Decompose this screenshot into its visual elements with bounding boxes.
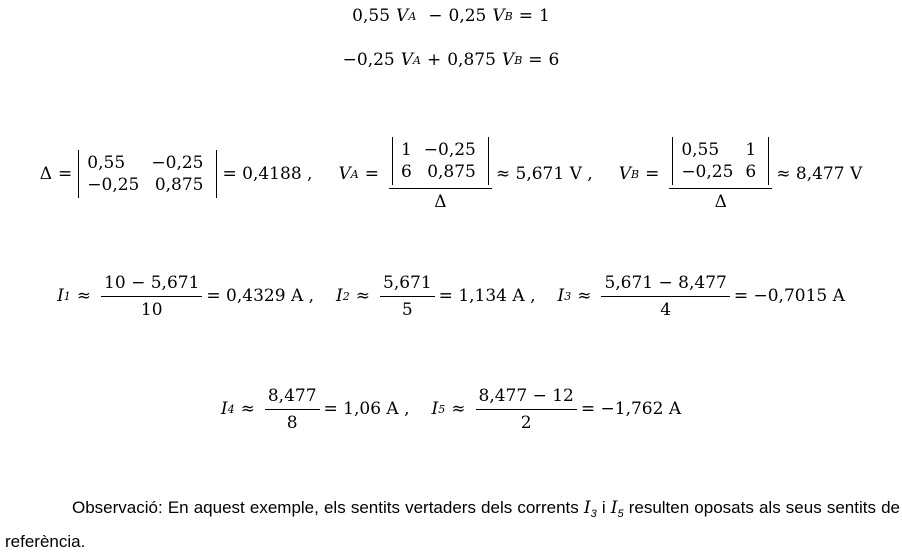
cramer-row: Δ = 0,55 −0,25 −0,25 0,875 = 0,4188 , V A = 1 −0,25 6 0,875 Δ ≈ 5,671 V , V B = 0,55 1 −0,25 6 Δ ≈ 8,477 V xyxy=(0,134,902,214)
currents-row-1: I 1 ≈ $\frac{10 - 5,671}{10}$ = 0,4329 A , I 2 ≈ $\frac{5,671}{5}$ = 1,134 A , I 3 ≈ $\frac{5,671 - 8,477}{4}$ = −0,7015 A xyxy=(57,272,845,320)
va-determinant: 1 −0,25 6 0,875 xyxy=(392,137,489,185)
eq1-var-b: V xyxy=(492,6,505,26)
delta-symbol: Δ xyxy=(39,164,53,184)
i1-fraction: $\frac{10 - 5,671}{10}$ xyxy=(101,273,202,320)
i4-fraction: $\frac{8,477}{8}$ xyxy=(265,386,320,433)
vb-fraction: 0,55 1 −0,25 6 Δ xyxy=(669,137,772,212)
i5-fraction: $\frac{8,477 - 12}{2}$ xyxy=(476,386,577,433)
i3-result: = −0,7015 A xyxy=(733,286,845,306)
equation-1: 0,55 V A − 0,25 V B = 1 xyxy=(352,6,550,26)
eq2-var-a: V xyxy=(400,50,414,70)
eq2-var-b: V xyxy=(501,50,515,70)
vb-name: V xyxy=(618,164,631,184)
equation-2: −0,25 V A + 0,875 V B = 6 xyxy=(342,50,560,70)
eq2-coef-b: 0,875 xyxy=(447,50,496,70)
observation-paragraph: Observació: En aquest exemple, els sentits vertaders dels corrents $I_3$ i $I_5$ resulten oposats als seus sentits de referència. xyxy=(5,498,900,551)
eq1-coef-a: 0,55 xyxy=(352,6,391,26)
delta-determinant: 0,55 −0,25 −0,25 0,875 xyxy=(78,150,216,198)
i1-result: = 0,4329 A , xyxy=(206,286,315,306)
i4-result: = 1,06 A , xyxy=(323,399,410,419)
currents-row-2: I 4 ≈ $\frac{8,477}{8}$ = 1,06 A , I 5 ≈ $\frac{8,477 - 12}{2}$ = −1,762 A xyxy=(220,385,682,433)
i3-fraction: $\frac{5,671 - 8,477}{4}$ xyxy=(601,273,729,320)
va-result: ≈ 5,671 V , xyxy=(495,164,593,184)
i2-fraction: $\frac{5,671}{5}$ xyxy=(380,273,435,320)
delta-result: = 0,4188 , xyxy=(222,164,313,184)
vb-result: ≈ 8,477 V xyxy=(776,164,863,184)
va-name: V xyxy=(338,164,351,184)
eq1-coef-b: 0,25 xyxy=(448,6,487,26)
eq1-var-a: V xyxy=(396,6,409,26)
vb-determinant: 0,55 1 −0,25 6 xyxy=(672,137,769,185)
eq2-coef-a: −0,25 xyxy=(342,50,395,70)
eq2-rhs: 6 xyxy=(548,50,560,70)
i5-result: = −1,762 A xyxy=(580,399,682,419)
i2-result: = 1,134 A , xyxy=(438,286,536,306)
va-fraction: 1 −0,25 6 0,875 Δ xyxy=(389,137,492,212)
eq1-rhs: 1 xyxy=(539,6,550,26)
